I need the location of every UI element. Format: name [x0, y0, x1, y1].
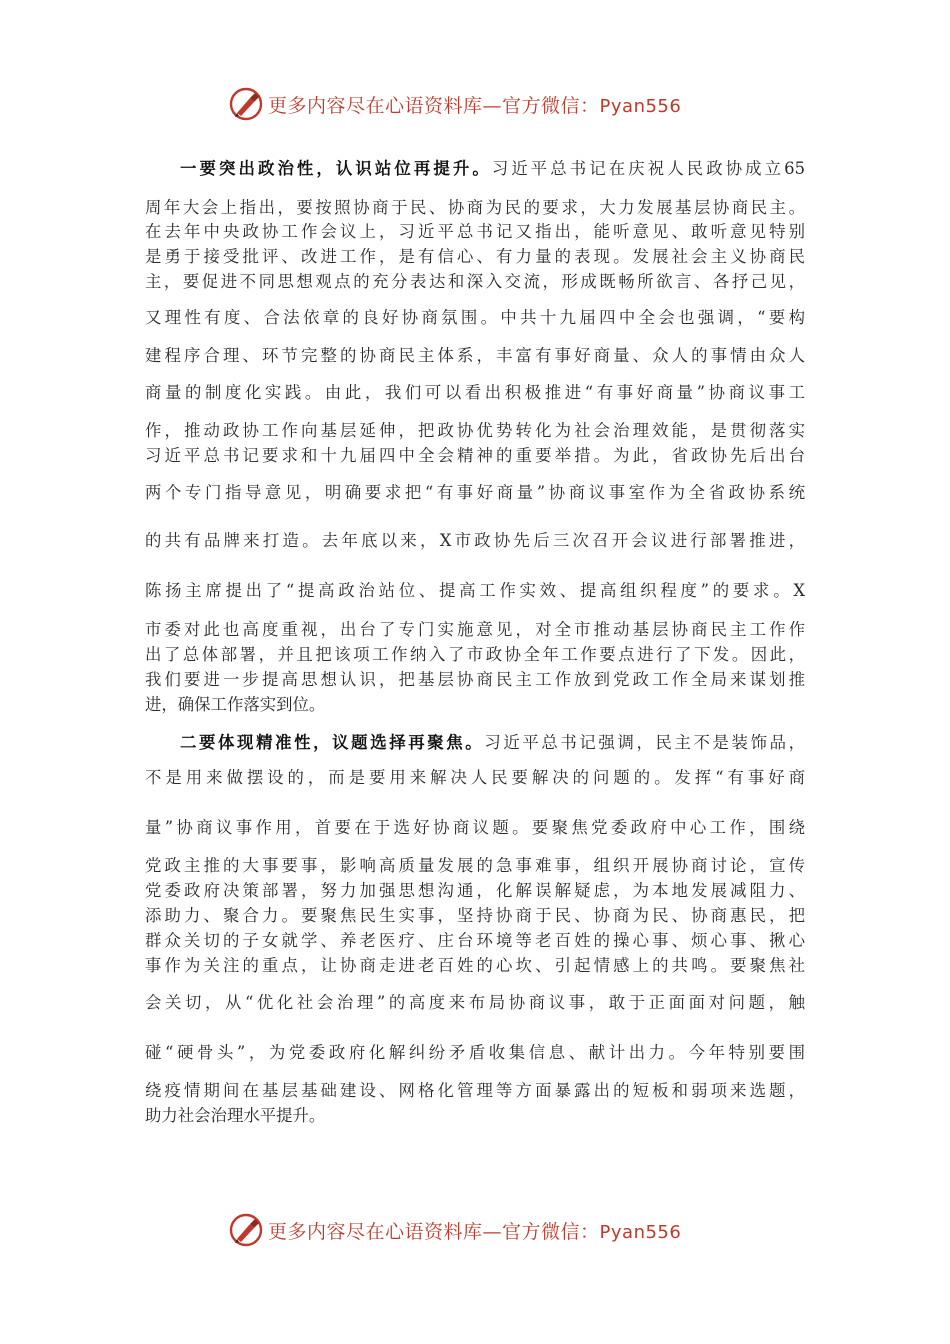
paragraph-heading: 二要体现精准性，议题选择再聚焦。 — [180, 733, 485, 752]
paragraph-1-line-4: 是勇于接受批评、改进工作，是有信心、有力量的表现。发展社会主义协商民 — [145, 247, 805, 266]
paragraph-2-line-5: 党委政府决策部署，努力加强思想沟通，化解误解疑虑，为本地发展减阻力、 — [145, 881, 805, 900]
banner-wechat-id: Pyan556 — [599, 95, 682, 117]
banner-title: 更多内容尽在心语资料库 — [268, 1220, 483, 1243]
paragraph-1-line-3: 在去年中央政协工作会议上，习近平总书记又指出，能听意见、敢听意见特别 — [145, 222, 805, 241]
banner-wechat-id: Pyan556 — [599, 1221, 682, 1243]
paragraph-2-line-7: 群众关切的子女就学、养老医疗、庄台环境等老百姓的操心事、烦心事、揪心 — [145, 931, 805, 950]
paragraph-2-line-2: 不是用来做摆设的，而是要用来解决人民要解决的问题的。发挥“有事好商 — [145, 768, 805, 787]
banner-dash: — — [482, 1220, 503, 1243]
banner-subtitle: 官方微信： — [502, 1220, 600, 1243]
paragraph-1-line-1 — [180, 159, 805, 179]
paragraph-1-line-11: 两个专门指导意见，明确要求把“有事好商量”协商议事室作为全省政协系统 — [145, 483, 805, 502]
paragraph-2-line-6: 添助力、聚合力。要聚焦民生实事，坚持协商于民、协商为民、协商惠民，把 — [145, 906, 805, 925]
paragraph-1-line-14: 市委对此也高度重视，出台了专门实施意见，对全市推动基层协商民主工作作 — [145, 620, 805, 639]
paragraph-2-line-10: 碰“硬骨头”，为党委政府化解纠纷矛盾收集信息、献计出力。今年特别要围 — [145, 1043, 805, 1062]
banner-subtitle: 官方微信： — [502, 94, 600, 117]
paragraph-1-line-9: 作，推动政协工作向基层延伸，把政协优势转化为社会治理效能，是贯彻落实 — [145, 421, 805, 440]
paragraph-2-line-9: 会关切，从“优化社会治理”的高度来布局协商议事，敢于正面面对问题，触 — [145, 993, 805, 1012]
paragraph-1-line-15: 出了总体部署，并且把该项工作纳入了市政协全年工作要点进行了下发。因此， — [145, 645, 805, 664]
paragraph-1-line-2: 周年大会上指出，要按照协商于民、协商为民的要求，大力发展基层协商民主。 — [145, 198, 805, 217]
line-text: 习近平总书记在庆祝人民政协成立65 — [491, 159, 805, 178]
line-text: 习近平总书记强调，民主不是装饰品， — [484, 733, 805, 752]
paragraph-1-line-17: 进，确保工作落实到位。 — [145, 695, 326, 714]
paragraph-1-line-12: 的共有品牌来打造。去年底以来，X市政协先后三次召开会议进行部署推进， — [145, 531, 805, 550]
paragraph-2-line-3: 量”协商议事作用，首要在于选好协商议题。要聚焦党委政府中心工作，围绕 — [145, 818, 805, 837]
paragraph-1-line-6: 又理性有度、合法依章的良好协商氛围。中共十九届四中全会也强调，“要构 — [145, 308, 805, 327]
paragraph-1-line-16: 我们要进一步提高思想认识，把基层协商民主工作放到党政工作全局来谋划推 — [145, 670, 805, 689]
paragraph-2-line-8: 事作为关注的重点，让协商走进老百姓的心坎、引起情感上的共鸣。要聚焦社 — [145, 956, 805, 975]
paragraph-1-line-5: 主，要促进不同思想观点的充分表达和深入交流，形成既畅所欲言、各抒己见， — [145, 272, 805, 291]
banner-title: 更多内容尽在心语资料库 — [268, 94, 483, 117]
paragraph-2-line-1 — [180, 733, 805, 753]
paragraph-2-line-11: 绕疫情期间在基层基础建设、网格化管理等方面暴露出的短板和弱项来选题， — [145, 1081, 805, 1100]
banner-dash: — — [482, 94, 503, 117]
paragraph-2-line-4: 党政主推的大事要事，影响高质量发展的急事难事，组织开展协商讨论，宣传 — [145, 856, 805, 875]
paragraph-1-line-8: 商量的制度化实践。由此，我们可以看出积极推进“有事好商量”协商议事工 — [145, 383, 805, 402]
paragraph-1-line-10: 习近平总书记要求和十九届四中全会精神的重要举措。为此，省政协先后出台 — [145, 446, 805, 465]
paragraph-heading: 一要突出政治性，认识站位再提升。 — [180, 159, 492, 178]
paragraph-1-line-7: 建程序合理、环节完整的协商民主体系，丰富有事好商量、众人的事情由众人 — [145, 346, 805, 365]
paragraph-2-line-12: 助力社会治理水平提升。 — [145, 1106, 326, 1125]
paragraph-1-line-13: 陈扬主席提出了“提高政治站位、提高工作实效、提高组织程度”的要求。X — [145, 581, 805, 600]
